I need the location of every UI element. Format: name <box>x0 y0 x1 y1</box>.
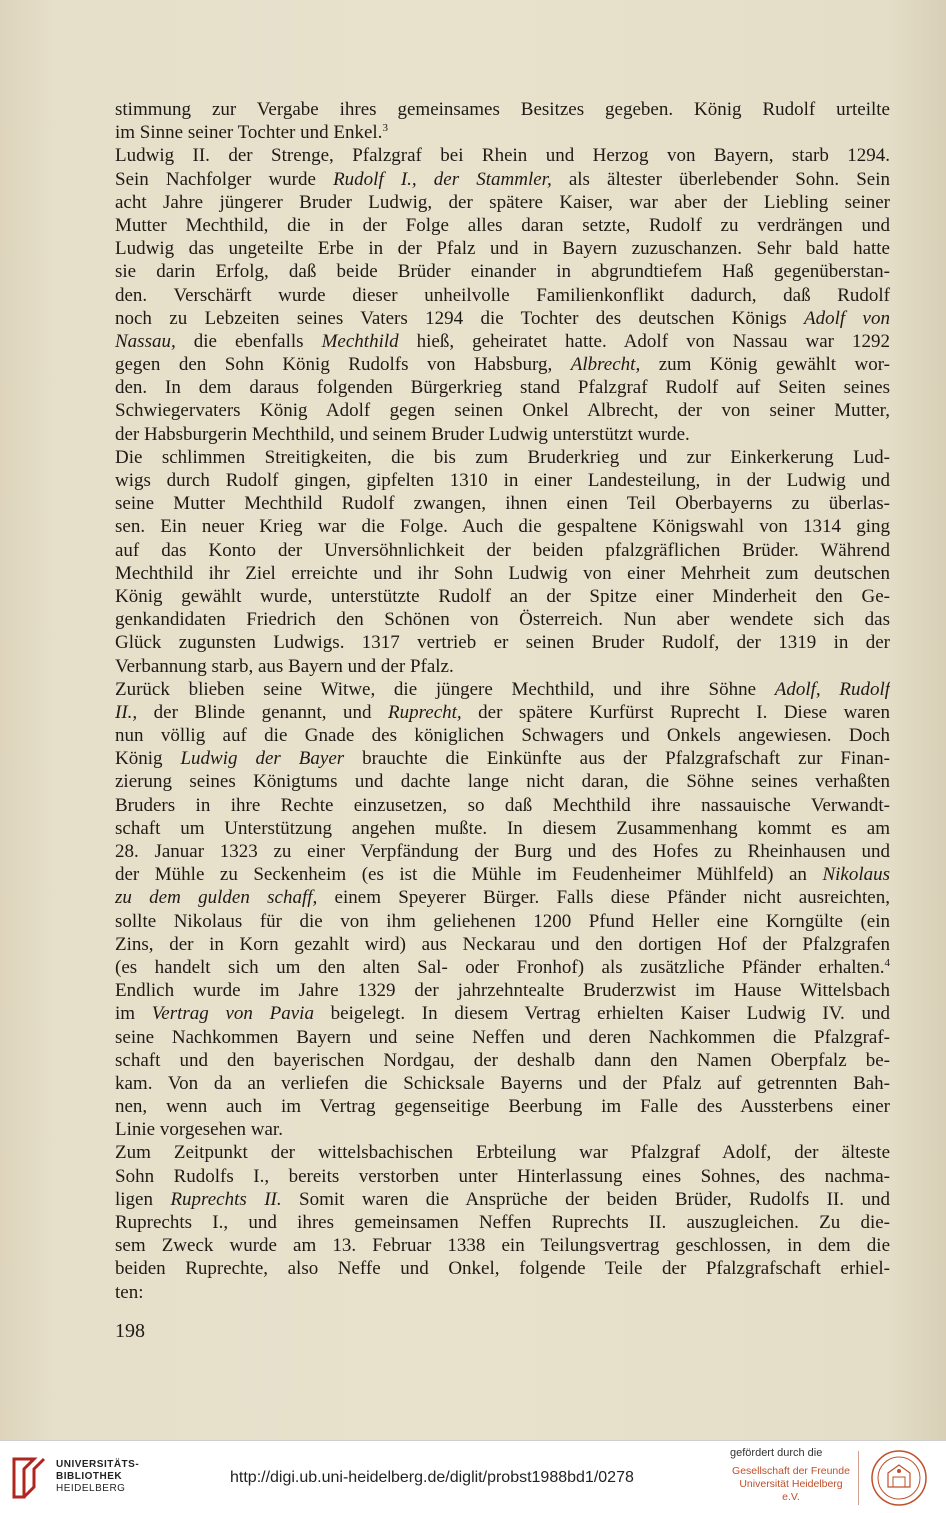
page-number: 198 <box>115 1320 145 1342</box>
text-line: Sohn Rudolfs I., bereits verstorben unter Hinterlassung eines Sohnes, des nachma- <box>115 1165 890 1187</box>
text-line: stimmung zur Vergabe ihres gemeinsames Besitzes gegeben. König Rudolf urteilte <box>115 99 890 120</box>
text-line: schaft und den bayerischen Nordgau, der deshalb dann den Namen Oberpfalz be- <box>115 1049 890 1071</box>
text-line: Zum Zeitpunkt der wittelsbachischen Erbteilung war Pfalzgraf Adolf, der älteste <box>115 1142 890 1164</box>
text-line: Die schlimmen Streitigkeiten, die bis zum Bruderkrieg und zur Einkerkerung Lud- <box>115 446 890 468</box>
viewer-footer <box>0 1440 946 1513</box>
text-line: wigs durch Rudolf gingen, gipfelten 1310 in einer Landesteilung, in der Ludwig und <box>115 470 890 491</box>
text-line: nen, wenn auch im Vertrag gegenseitige Beerbung im Falle des Aussterbens einer <box>115 1096 890 1118</box>
text-line: nun völlig auf die Gnade des königlichen Schwagers und Onkels angewiesen. Doch <box>115 725 890 747</box>
library-name-line: BIBLIOTHEK <box>56 1471 123 1482</box>
sponsor-line: Gesellschaft der Freunde <box>732 1465 850 1477</box>
text-line: Sein Nachfolger wurde Rudolf I., der Stammler, als ältester überlebender Sohn. Sein <box>115 168 890 190</box>
library-name-line: HEIDELBERG <box>56 1483 126 1494</box>
text-line: Ludwig das ungeteilte Erbe in der Pfalz und in Bayern zuzuschanzen. Sehr bald hatte <box>115 238 890 260</box>
text-line: sollte Nikolaus für die von ihm geliehenen 1200 Pfund Heller eine Korngülte (ein <box>115 910 890 932</box>
text-line: ten: <box>115 1281 144 1303</box>
text-line: schaft um Unterstützung angehen mußte. In diesem Zusammenhang kommt es am <box>115 817 890 839</box>
text-line: Linie vorgesehen war. <box>115 1119 283 1141</box>
text-line: Ludwig II. der Strenge, Pfalzgraf bei Rhein und Herzog von Bayern, starb 1294. <box>115 145 890 167</box>
text-line: II., der Blinde genannt, und Ruprecht, der spätere Kurfürst Ruprecht I. Diese waren <box>115 701 890 723</box>
text-line: Ruprechts I., und ihres gemeinsamen Neffen Ruprechts II. auszugleichen. Zu die- <box>115 1212 890 1233</box>
text-line: auf das Konto der Unversöhnlichkeit der beiden pfalzgräflichen Brüder. Während <box>115 539 890 561</box>
text-line: König gewählt wurde, unterstützte Rudolf an der Spitze einer Minderheit den Ge- <box>115 585 890 607</box>
text-line: zierung seines Königtums und dachte lange nicht daran, die Söhne seines verhaßten <box>115 771 890 793</box>
body-text <box>115 98 890 1304</box>
text-line: sie darin Erfolg, daß beide Brüder einander in abgrundtiefem Haß gegenüberstan- <box>115 261 890 283</box>
text-line: der Habsburgerin Mechthild, und seinem Bruder Ludwig unterstützt wurde. <box>115 423 690 445</box>
sponsor-name[interactable] <box>732 1465 850 1504</box>
text-line: der Mühle zu Seckenheim (es ist die Mühle im Feudenheimer Mühlfeld) an Nikolaus <box>115 864 890 886</box>
text-line: gegen den Sohn König Rudolfs von Habsburg, Albrecht, zum König gewählt wor- <box>115 354 890 376</box>
text-line: zu dem gulden schaff, einem Speyerer Bürger. Falls diese Pfänder nicht ausreichten, <box>115 887 890 909</box>
university-seal-icon <box>870 1449 928 1507</box>
text-line: Verbannung starb, aus Bayern und der Pfalz. <box>115 655 454 677</box>
library-logo-icon[interactable] <box>10 1455 50 1501</box>
text-line: Zins, der in Korn gezahlt wird) aus Neckarau und den dortigen Hof der Pfalzgrafen <box>115 933 890 955</box>
text-line: sen. Ein neuer Krieg war die Folge. Auch die gespaltene Königswahl von 1314 ging <box>115 516 890 538</box>
text-line: seine Nachkommen Bayern und seine Neffen und deren Nachkommen die Pfalzgraf- <box>115 1026 890 1048</box>
permalink-url[interactable]: http://digi.ub.uni-heidelberg.de/diglit/probst1988bd1/0278 <box>230 1469 634 1486</box>
text-line: ligen Ruprechts II. Somit waren die Ansprüche der beiden Brüder, Rudolfs II. und <box>115 1188 890 1210</box>
text-line: König Ludwig der Bayer brauchte die Einkünfte aus der Pfalzgrafschaft zur Finan- <box>115 748 890 770</box>
text-line: Mechthild ihr Ziel erreichte und ihr Sohn Ludwig von einer Mehrheit zum deutschen <box>115 562 890 584</box>
sponsor-line: Universität Heidelberg e.V. <box>739 1478 843 1503</box>
text-line: seine Mutter Mechthild Rudolf zwangen, ihnen einen Teil Oberbayerns zu überlas- <box>115 493 890 515</box>
text-line: Schwiegervaters König Adolf gegen seinen Onkel Albrecht, der von seiner Mutter, <box>115 400 890 422</box>
text-line: den. Verschärft wurde dieser unheilvolle Familienkonflikt dadurch, daß Rudolf <box>115 284 890 306</box>
text-line: Nassau, die ebenfalls Mechthild hieß, geheiratet hatte. Adolf von Nassau war 1292 <box>115 330 890 352</box>
text-line: im Sinne seiner Tochter und Enkel.$^3$ <box>115 122 388 144</box>
library-name <box>56 1459 139 1495</box>
text-line: Glück zugunsten Ludwigs. 1317 vertrieb er seinen Bruder Rudolf, der 1319 in der <box>115 632 890 654</box>
text-line: kam. Von da an verliefen die Schicksale Bayerns und der Pfalz auf getrennten Bah- <box>115 1072 890 1094</box>
text-line: Mutter Mechthild, die in der Folge alles daran setzte, Rudolf zu verdrängen und <box>115 214 890 236</box>
text-line: Endlich wurde im Jahre 1329 der jahrzehntealte Bruderzwist im Hause Wittelsbach <box>115 980 890 1002</box>
text-line: noch zu Lebzeiten seines Vaters 1294 die Tochter des deutschen Königs Adolf von <box>115 307 890 329</box>
text-line: beiden Ruprechte, also Neffe und Onkel, folgende Teile der Pfalzgrafschaft erhiel- <box>115 1258 890 1280</box>
sponsor-label: gefördert durch die <box>730 1447 823 1459</box>
text-line: im Vertrag von Pavia beigelegt. In diesem Vertrag erhielten Kaiser Ludwig IV. und <box>115 1003 890 1025</box>
text-line: Zurück blieben seine Witwe, die jüngere Mechthild, und ihre Söhne Adolf, Rudolf <box>115 678 890 700</box>
text-line: 28. Januar 1323 zu einer Verpfändung der Burg und des Hofes zu Rheinhausen und <box>115 841 890 862</box>
text-line: (es handelt sich um den alten Sal- oder Fronhof) als zusätzliche Pfänder erhalten.$^4$ <box>115 956 890 978</box>
text-line: genkandidaten Friedrich den Schönen von Österreich. Nun aber wendete sich das <box>115 609 890 631</box>
footer-divider <box>858 1451 859 1505</box>
text-line: Bruders in ihre Rechte einzusetzen, so daß Mechthild ihre nassauische Verwandt- <box>115 794 890 816</box>
text-line: den. In dem daraus folgenden Bürgerkrieg stand Pfalzgraf Rudolf auf Seiten seines <box>115 377 890 399</box>
text-line: sem Zweck wurde am 13. Februar 1338 ein Teilungsvertrag geschlossen, in dem die <box>115 1235 890 1257</box>
text-line: acht Jahre jüngerer Bruder Ludwig, der spätere Kaiser, war aber der Liebling seiner <box>115 191 890 213</box>
library-name-line: UNIVERSITÄTS- <box>56 1459 140 1470</box>
